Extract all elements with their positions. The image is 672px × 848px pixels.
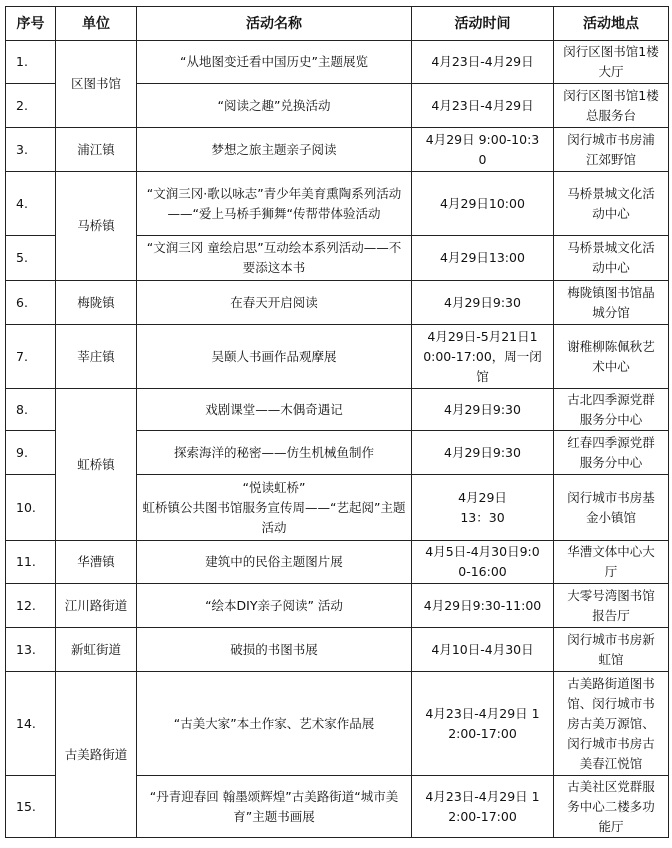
activity-location: 古美路街道图书馆、闵行城市书房古美万源馆、闵行城市书房古美春江悦馆	[554, 672, 669, 776]
activity-location: 闵行城市书房基金小镇馆	[554, 475, 669, 541]
activity-name: “文润三冈·歌以咏志”青少年美育熏陶系列活动——“爱上马桥手狮舞“传帮带体验活动	[137, 172, 412, 236]
activity-location: 梅陇镇图书馆晶城分馆	[554, 281, 669, 325]
activity-location: 大零号湾图书馆报告厅	[554, 584, 669, 628]
activity-table	[5, 6, 669, 838]
activity-time: 4月29日9:30-11:00	[412, 584, 554, 628]
activity-location: 闵行城市书房浦江郊野馆	[554, 128, 669, 172]
activity-location: 马桥景城文化活动中心	[554, 236, 669, 281]
activity-location: 古美社区党群服务中心二楼多功能厅	[554, 776, 669, 838]
activity-name: 戏剧课堂——木偶奇遇记	[137, 389, 412, 431]
row-number: 5.	[6, 236, 56, 281]
activity-location: 红春四季源党群服务分中心	[554, 431, 669, 475]
activity-location: 华漕文体中心大厅	[554, 541, 669, 584]
activity-location: 闵行区图书馆1楼大厅	[554, 41, 669, 84]
unit-cell: 新虹街道	[56, 628, 137, 672]
unit-cell: 区图书馆	[56, 41, 137, 128]
activity-time: 4月10日-4月30日	[412, 628, 554, 672]
activity-location: 谢稚柳陈佩秋艺术中心	[554, 325, 669, 389]
activity-time: 4月23日-4月29日	[412, 84, 554, 128]
table-header-row	[6, 7, 669, 41]
activity-location: 闵行区图书馆1楼总服务台	[554, 84, 669, 128]
activity-name: 梦想之旅主题亲子阅读	[137, 128, 412, 172]
activity-time: 4月29日10:00	[412, 172, 554, 236]
unit-cell: 马桥镇	[56, 172, 137, 281]
activity-name: “悦读虹桥” 虹桥镇公共图书馆服务宣传周——“艺起阅”主题活动	[137, 475, 412, 541]
header-activity-location: 活动地点	[554, 7, 669, 41]
unit-cell: 莘庄镇	[56, 325, 137, 389]
table-row	[6, 281, 669, 325]
unit-cell: 古美路街道	[56, 672, 137, 838]
activity-time: 4月29日13:00	[412, 236, 554, 281]
activity-time: 4月29日 9:00-10:30	[412, 128, 554, 172]
row-number: 12.	[6, 584, 56, 628]
row-number: 8.	[6, 389, 56, 431]
table-row	[6, 128, 669, 172]
unit-cell: 虹桥镇	[56, 389, 137, 541]
header-activity-time: 活动时间	[412, 7, 554, 41]
activity-time: 4月23日-4月29日 12:00-17:00	[412, 672, 554, 776]
table-row	[6, 672, 669, 776]
table-row	[6, 172, 669, 236]
activity-time: 4月5日-4月30日9:00-16:00	[412, 541, 554, 584]
table-row	[6, 389, 669, 431]
header-unit: 单位	[56, 7, 137, 41]
row-number: 6.	[6, 281, 56, 325]
activity-name: “绘本DIY亲子阅读” 活动	[137, 584, 412, 628]
row-number: 9.	[6, 431, 56, 475]
row-number: 1.	[6, 41, 56, 84]
activity-name: “阅读之趣”兑换活动	[137, 84, 412, 128]
row-number: 7.	[6, 325, 56, 389]
unit-cell: 浦江镇	[56, 128, 137, 172]
table-row	[6, 541, 669, 584]
table-row	[6, 325, 669, 389]
row-number: 15.	[6, 776, 56, 838]
activity-name: 破损的书图书展	[137, 628, 412, 672]
activity-time: 4月23日-4月29日 12:00-17:00	[412, 776, 554, 838]
activity-location: 闵行城市书房新虹馆	[554, 628, 669, 672]
activity-name: “从地图变迁看中国历史”主题展览	[137, 41, 412, 84]
activity-name: 建筑中的民俗主题图片展	[137, 541, 412, 584]
activity-time: 4月29日-5月21日10:00-17:00，周一闭馆	[412, 325, 554, 389]
row-number: 10.	[6, 475, 56, 541]
table-row	[6, 584, 669, 628]
activity-location: 古北四季源党群服务分中心	[554, 389, 669, 431]
header-activity-name: 活动名称	[137, 7, 412, 41]
activity-name: 探索海洋的秘密——仿生机械鱼制作	[137, 431, 412, 475]
row-number: 3.	[6, 128, 56, 172]
activity-time: 4月29日9:30	[412, 431, 554, 475]
header-no: 序号	[6, 7, 56, 41]
row-number: 14.	[6, 672, 56, 776]
row-number: 4.	[6, 172, 56, 236]
activity-name: “古美大家”本土作家、艺术家作品展	[137, 672, 412, 776]
activity-name: “丹青迎春回 翰墨颂辉煌”古美路街道“城市美育”主题书画展	[137, 776, 412, 838]
activity-time: 4月23日-4月29日	[412, 41, 554, 84]
row-number: 13.	[6, 628, 56, 672]
activity-name: 在春天开启阅读	[137, 281, 412, 325]
activity-time: 4月29日9:30	[412, 281, 554, 325]
activity-time: 4月29日 13：30	[412, 475, 554, 541]
unit-cell: 江川路街道	[56, 584, 137, 628]
table-row	[6, 41, 669, 84]
activity-name: 吴颐人书画作品观摩展	[137, 325, 412, 389]
unit-cell: 梅陇镇	[56, 281, 137, 325]
activity-location: 马桥景城文化活动中心	[554, 172, 669, 236]
table-row	[6, 628, 669, 672]
activity-time: 4月29日9:30	[412, 389, 554, 431]
row-number: 11.	[6, 541, 56, 584]
activity-name: “文润三冈 童绘启思”互动绘本系列活动——不要添这本书	[137, 236, 412, 281]
row-number: 2.	[6, 84, 56, 128]
unit-cell: 华漕镇	[56, 541, 137, 584]
